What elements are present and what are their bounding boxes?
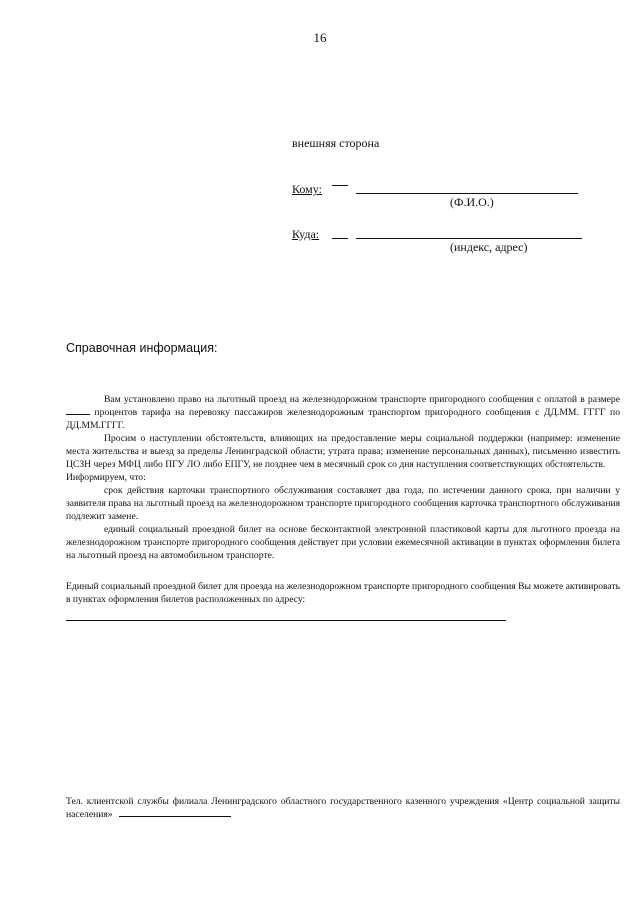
reference-title: Справочная информация: — [66, 341, 218, 355]
benefit-text-start: Вам установлено право на льготный проезд на железнодорожном транспорте пригородного сообщения с оплатой в размере — [104, 394, 620, 405]
to-hint: (Ф.И.О.) — [450, 195, 494, 209]
benefit-text-end: процентов тарифа на перевозку пассажиров железнодорожным транспортом пригородного сообщения с ДД.ММ. ГГГГ по ДД.ММ.ГГГГ. — [66, 407, 620, 431]
paragraph-inform: Информируем, что: — [66, 472, 146, 483]
paragraph-ticket-activation: единый социальный проездной билет на основе бесконтактной электронной пластиковой карты для льготного проезда на железнодорожном транспорте пригородного сообщения действует при условии ежемесячной активации в пунктах оформления билета на льготный проезд на автомобильном транспорте. — [66, 524, 620, 561]
where-label-underline — [332, 238, 348, 239]
where-address-line[interactable] — [356, 238, 582, 239]
to-name-line[interactable] — [356, 193, 578, 194]
reference-body — [66, 393, 620, 562]
where-label: Куда: — [292, 227, 320, 241]
footer-phone — [66, 795, 620, 821]
where-hint: (индекс, адрес) — [450, 240, 528, 254]
to-label: Кому: — [292, 182, 322, 196]
activation-address-line[interactable] — [66, 620, 506, 621]
paragraph-card-validity: срок действия карточки транспортного обслуживания составляет два года, по истечении данного срока, при наличии у заявителя права на льготный проезд на железнодорожном транспорте пригородного сообщения карточка транспортного обслуживания подлежит замене. — [66, 485, 620, 522]
footer-text: Тел. клиентской службы филиала Ленинградского областного государственного казенного учреждения «Центр социальной защиты населения» — [66, 796, 620, 820]
page-number: 16 — [313, 30, 327, 45]
paragraph-benefit — [66, 393, 620, 432]
percent-blank[interactable] — [66, 406, 90, 415]
phone-blank[interactable] — [119, 808, 231, 817]
paragraph-notify: Просим о наступлении обстоятельств, влияющих на предоставление меры социальной поддержки (например: изменение места жительства и выезд за пределы Ленинградской области; утрата права; изменение персональных данных), письменно известить ЦСЗН через МФЦ либо ПГУ ЛО либо ЕПГУ, не позднее чем в месячный срок со дня наступления соответствующих обстоятельств. — [66, 433, 620, 470]
paragraph-activation-address: Единый социальный проездной билет для проезда на железнодорожном транспорте пригородного сообщения Вы можете активировать в пунктах оформления билетов расположенных по адресу: — [66, 581, 620, 605]
outer-side-label: внешняя сторона — [292, 136, 380, 150]
to-label-underline — [332, 185, 348, 186]
